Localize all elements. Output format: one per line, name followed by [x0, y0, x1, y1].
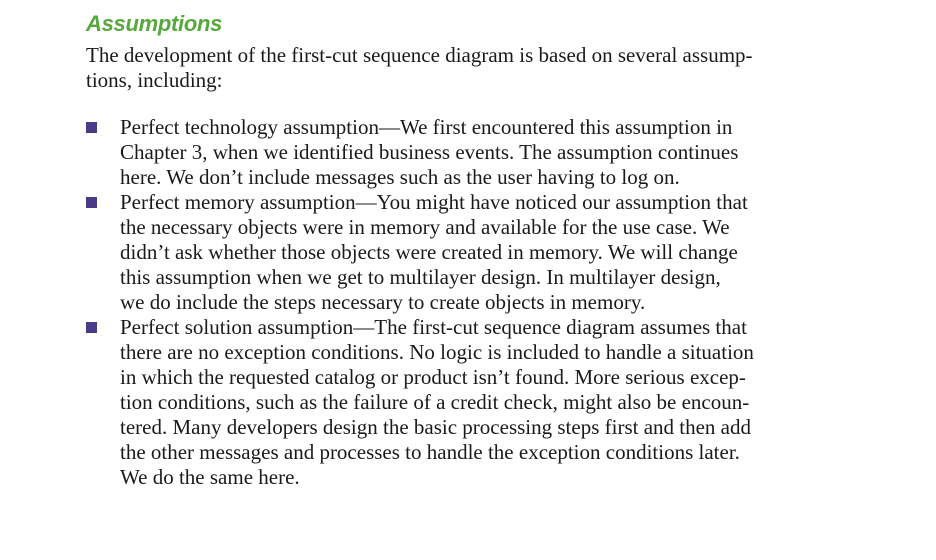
text-line: Perfect solution assumption—The first-cut sequence diagram assumes that — [120, 315, 747, 339]
text-line: this assumption when we get to multilayer design. In multilayer design, — [120, 265, 721, 289]
assumption-list — [86, 115, 754, 490]
text-line: We do the same here. — [120, 465, 300, 489]
intro-line: The development of the first-cut sequence diagram is based on several assump- — [86, 43, 753, 67]
square-bullet-icon — [86, 122, 97, 133]
square-bullet-icon — [86, 322, 97, 333]
text-line: Perfect technology assumption—We first encountered this assumption in — [120, 115, 733, 139]
text-line: didn’t ask whether those objects were created in memory. We will change — [120, 240, 738, 264]
square-bullet-icon — [86, 197, 97, 208]
text-line: the necessary objects were in memory and available for the use case. We — [120, 215, 730, 239]
text-line: Chapter 3, when we identified business events. The assumption continues — [120, 140, 739, 164]
assumption-item-solution — [86, 315, 754, 490]
assumption-item-memory — [86, 190, 754, 315]
section-heading: Assumptions — [86, 11, 223, 36]
text-line: the other messages and processes to handle the exception conditions later. — [120, 440, 740, 464]
text-line: tered. Many developers design the basic processing steps first and then add — [120, 415, 751, 439]
text-line: we do include the steps necessary to create objects in memory. — [120, 290, 646, 314]
assumption-text — [120, 315, 754, 490]
assumption-text — [120, 115, 754, 190]
text-line: here. We don’t include messages such as the user having to log on. — [120, 165, 680, 189]
assumption-item-technology — [86, 115, 754, 190]
text-line: Perfect memory assumption—You might have noticed our assumption that — [120, 190, 748, 214]
intro-paragraph — [86, 43, 753, 93]
text-line: tion conditions, such as the failure of a credit check, might also be encoun- — [120, 390, 750, 414]
text-line: there are no exception conditions. No logic is included to handle a situation — [120, 340, 754, 364]
intro-line: tions, including: — [86, 68, 223, 92]
text-line: in which the requested catalog or product isn’t found. More serious excep- — [120, 365, 746, 389]
assumption-text — [120, 190, 754, 315]
